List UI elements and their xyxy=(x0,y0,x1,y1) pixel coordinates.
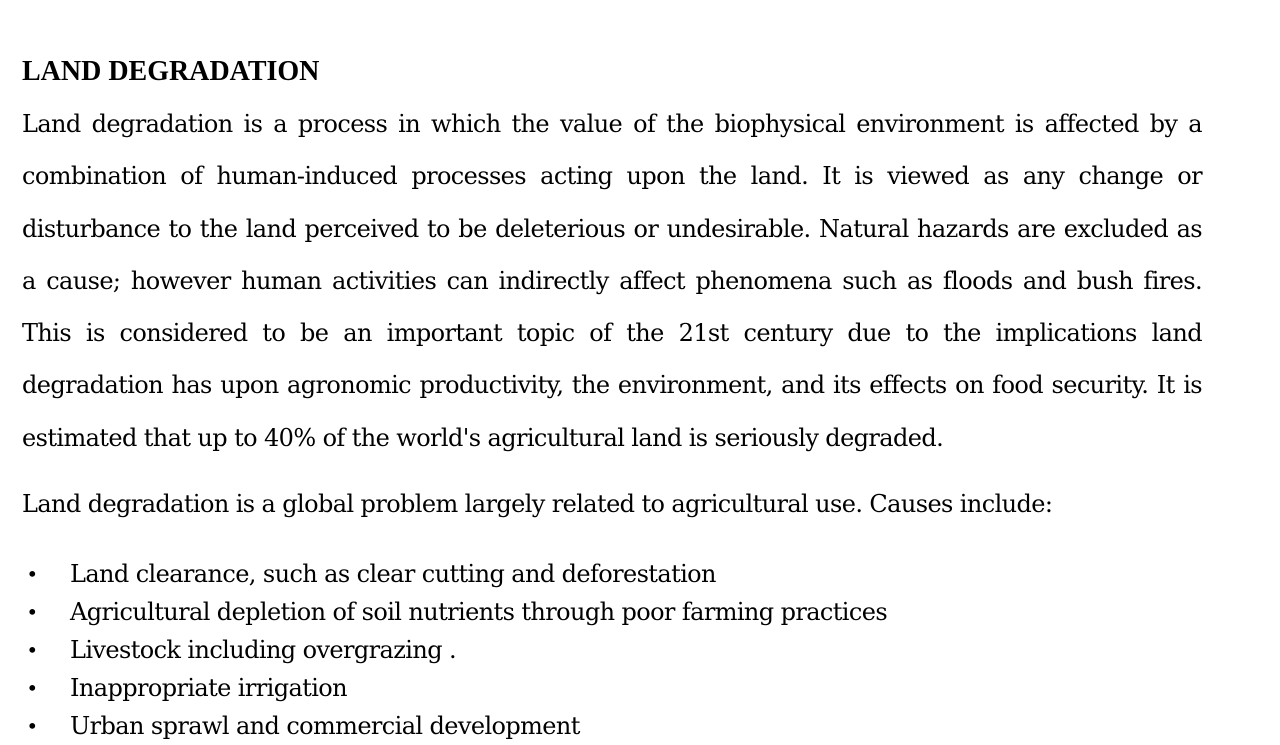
causes-list xyxy=(22,555,1202,745)
list-item xyxy=(22,631,1202,669)
document-title: LAND DEGRADATION xyxy=(22,56,320,87)
list-item-text: Inappropriate irrigation xyxy=(70,674,347,702)
paragraph-definition: Land degradation is a process in which the value of the biophysical environment is affected by a combination of human-induced processes acting upon the land. It is viewed as any change or disturbance to the land perceived to be deleterious or undesirable. Natural hazards are excluded as a cause; however human activities can indirectly affect phenomena such as floods and bush fires. This is considered to be an important topic of the 21st century due to the implications land degradation has upon agronomic productivity, the environment, and its effects on food security. It is estimated that up to 40% of the world's agricultural land is seriously degraded. xyxy=(22,110,1202,452)
bullet-icon: • xyxy=(26,562,38,586)
bullet-icon: • xyxy=(26,714,38,738)
list-item-text: Livestock including overgrazing . xyxy=(70,636,457,664)
list-item xyxy=(22,669,1202,707)
bullet-icon: • xyxy=(26,676,38,700)
list-item xyxy=(22,707,1202,745)
list-item-text: Urban sprawl and commercial development xyxy=(70,712,580,740)
list-item-text: Agricultural depletion of soil nutrients through poor farming practices xyxy=(70,598,888,626)
paragraph-causes-intro: Land degradation is a global problem largely related to agricultural use. Causes include: xyxy=(22,490,1053,518)
list-item xyxy=(22,593,1202,631)
document-page xyxy=(22,0,1202,740)
bullet-icon: • xyxy=(26,600,38,624)
list-item-text: Land clearance, such as clear cutting and deforestation xyxy=(70,560,716,588)
bullet-icon: • xyxy=(26,638,38,662)
list-item xyxy=(22,555,1202,593)
